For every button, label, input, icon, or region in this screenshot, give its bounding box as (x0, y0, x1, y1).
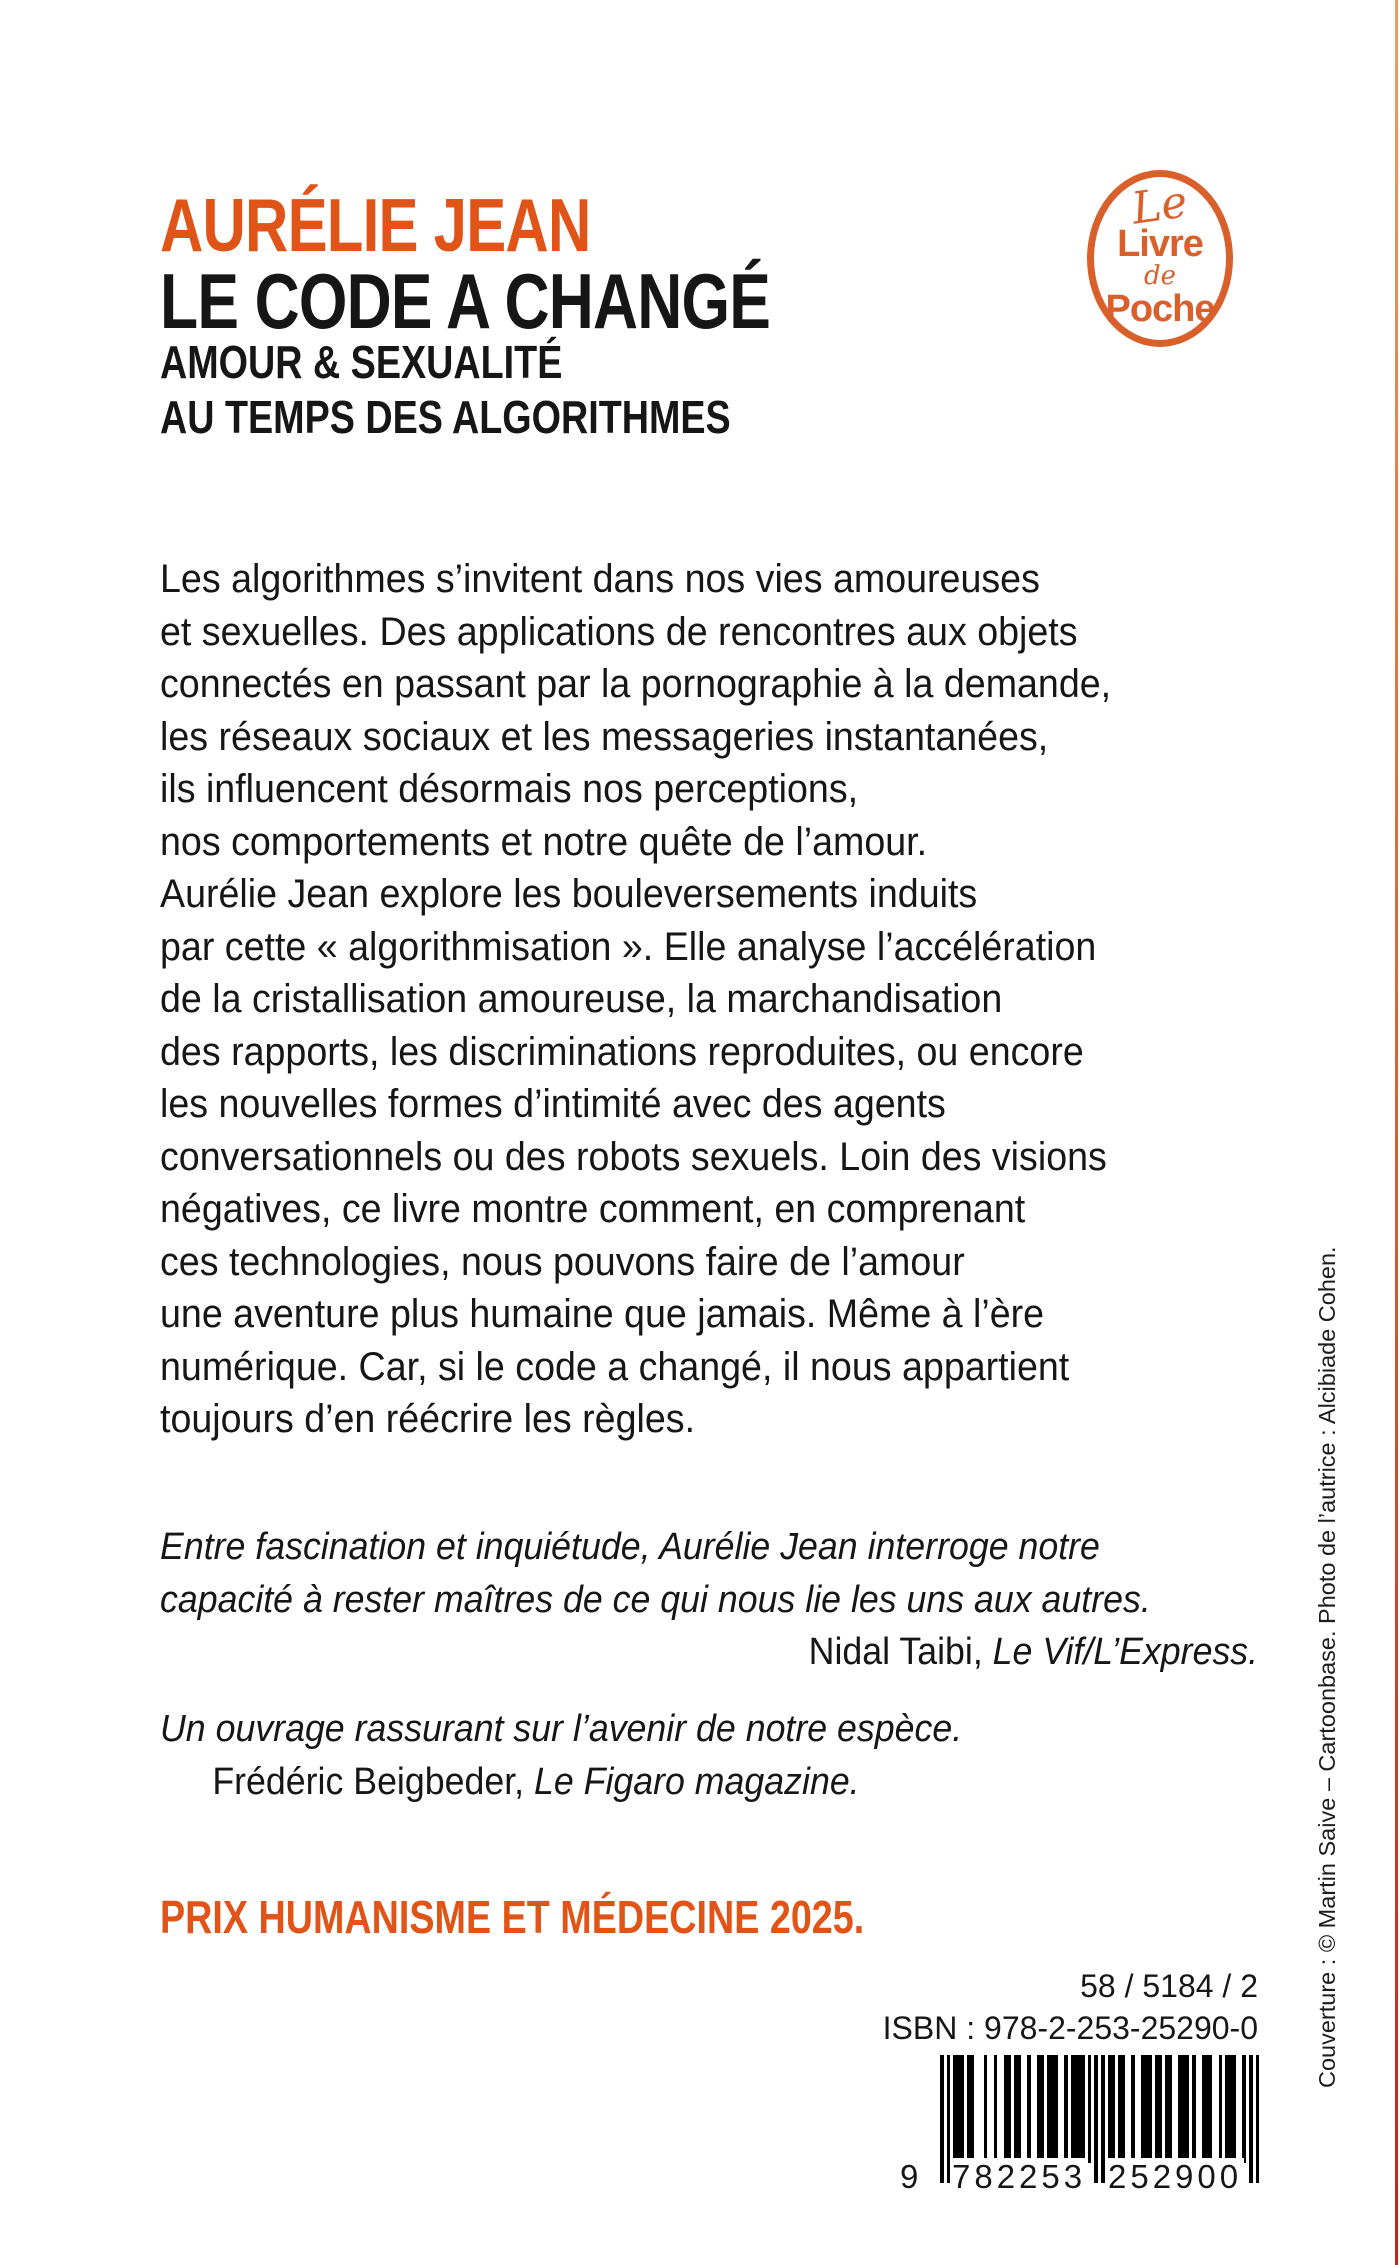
quote-author: Frédéric Beigbeder, (212, 1761, 535, 1803)
barcode-bar (1088, 2055, 1092, 2163)
barcode-bar (1081, 2055, 1085, 2163)
synopsis-line: connectés en passant par la pornographie à la demande, (160, 662, 1112, 706)
synopsis-line: par cette « algorithmisation ». Elle analyse l’accélération (160, 924, 1097, 969)
barcode-bar (1054, 2055, 1058, 2163)
synopsis-line: négatives, ce livre montre comment, en comprenant (160, 1187, 1026, 1231)
barcode-digit-group-1: 782253 (952, 2158, 1087, 2195)
barcode-bar (1041, 2055, 1045, 2163)
synopsis-line: nos comportements et notre quête de l’amour. (160, 819, 928, 864)
press-quote-2 (160, 1703, 1013, 1756)
synopsis-line: de la cristallisation amoureuse, la marchandisation (160, 977, 1003, 1021)
synopsis-line: ces technologies, nous pouvons faire de l’amour (160, 1239, 965, 1284)
quote-source: Le Vif/L’Express. (992, 1631, 1258, 1673)
logo-word-livre: Livre (1117, 222, 1203, 265)
book-subtitle-line1: AMOUR & SEXUALITÉ (160, 336, 563, 388)
barcode-digit-group-2: 252900 (1108, 2158, 1243, 2195)
barcode-bar (984, 2055, 988, 2163)
barcode-lead-digit: 9 (900, 2158, 923, 2195)
synopsis-line: toujours d’en réécrire les règles. (160, 1397, 696, 1441)
synopsis-line: Les algorithmes s’invitent dans nos vies amoureuses (160, 557, 1040, 601)
award-line: PRIX HUMANISME ET MÉDECINE 2025. (160, 1891, 865, 1943)
press-quote-2-attribution (160, 1756, 860, 1809)
quote-source: Le Figaro magazine. (534, 1761, 860, 1803)
barcode-bar (1185, 2055, 1189, 2163)
logo-word-poche: Poche (1105, 287, 1215, 330)
barcode-bar (1017, 2055, 1021, 2163)
author-name: AURÉLIE JEAN (160, 183, 591, 267)
press-quote-1-attribution (160, 1626, 1258, 1679)
barcode-bar (1007, 2055, 1011, 2163)
barcode-bar (970, 2055, 974, 2163)
barcode-bar (1158, 2055, 1162, 2163)
synopsis-line: les réseaux sociaux et les messageries instantanées, (160, 714, 1049, 759)
barcode-bar (1219, 2055, 1223, 2163)
edition-code: 58 / 5184 / 2 (1080, 1968, 1258, 2004)
synopsis-line: les nouvelles formes d’intimité avec des agents (160, 1082, 946, 1126)
book-title: LE CODE A CHANGÉ (160, 257, 771, 345)
synopsis-line: numérique. Car, si le code a changé, il nous appartient (160, 1344, 1070, 1389)
synopsis-paragraph (160, 553, 1111, 1446)
barcode-digits (898, 2158, 1268, 2202)
barcode-bar (1111, 2055, 1115, 2163)
logo-word-de: de (1143, 260, 1177, 291)
cover-edge-strip (1395, 0, 1398, 2265)
synopsis-line: ils influencent désormais nos perceptions, (160, 767, 859, 811)
quote-author: Nidal Taibi, (808, 1631, 993, 1673)
barcode-bar (1232, 2055, 1236, 2163)
barcode-bar (960, 2055, 964, 2163)
barcode-bar (1027, 2055, 1031, 2163)
synopsis-line: une aventure plus humaine que jamais. Même à l’ère (160, 1292, 1045, 1336)
quote-line: Un ouvrage rassurant sur l’avenir de notre espèce. (160, 1708, 963, 1750)
barcode-bar (1148, 2055, 1152, 2163)
barcode-bar (1131, 2055, 1135, 2163)
synopsis-line: et sexuelles. Des applications de rencontres aux objets (160, 609, 1078, 654)
synopsis-line: conversationnels ou des robots sexuels. Loin des visions (160, 1134, 1107, 1179)
barcode-bar (1064, 2055, 1068, 2163)
synopsis-line: Aurélie Jean explore les bouleversements induits (160, 872, 978, 916)
isbn-number: ISBN : 978-2-253-25290-0 (882, 2010, 1258, 2046)
quote-line: Entre fascination et inquiétude, Aurélie Jean interroge notre (160, 1526, 1100, 1568)
barcode-bar (1121, 2055, 1125, 2163)
barcode-bar (1192, 2055, 1196, 2163)
barcode-bar (1242, 2055, 1246, 2163)
barcode-bar (994, 2055, 998, 2163)
quote-line: capacité à rester maîtres de ce qui nous lie les uns aux autres. (160, 1579, 1151, 1621)
press-quote-1 (160, 1521, 1214, 1627)
cover-credit-vertical-text: Couverture : © Martin Saive – Cartoonbase. Photo de l’autrice : Alcibiade Cohen. (1314, 1246, 1340, 2088)
barcode-bar (1209, 2055, 1213, 2163)
book-subtitle-line2: AU TEMPS DES ALGORITHMES (160, 391, 731, 443)
synopsis-line: des rapports, les discriminations reproduites, ou encore (160, 1029, 1084, 1074)
barcode-bar (1168, 2055, 1172, 2163)
logo-word-le: Le (1129, 175, 1191, 235)
publisher-logo-livre-de-poche (1087, 170, 1233, 347)
